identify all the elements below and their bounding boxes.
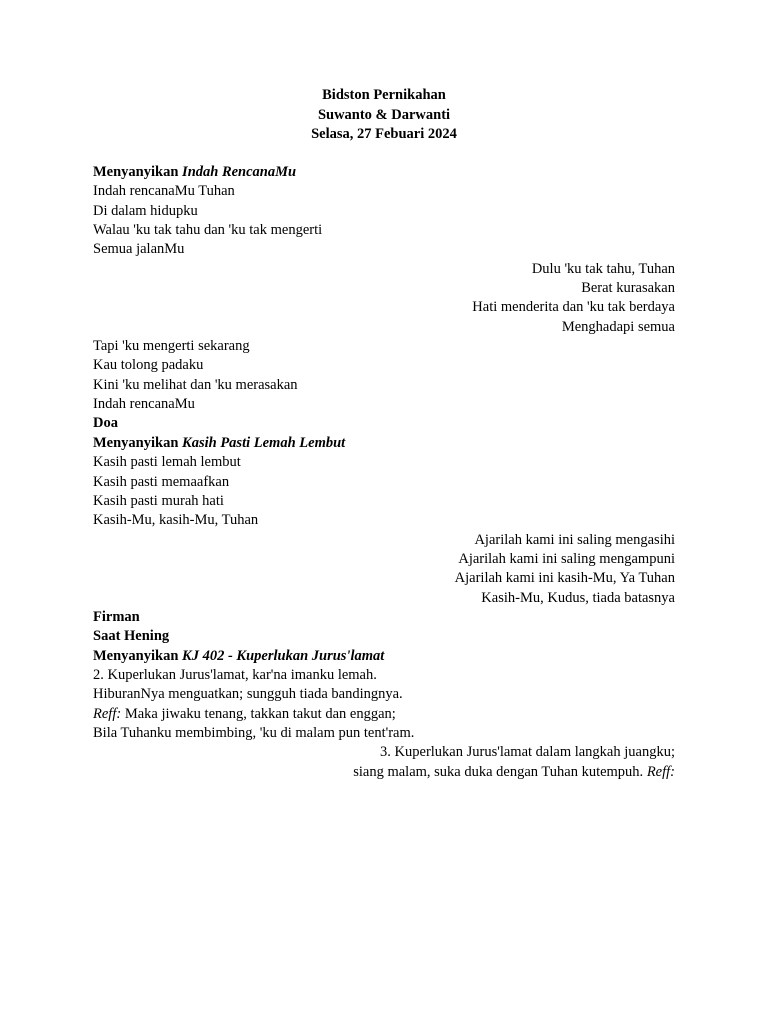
lyric-line: Ajarilah kami ini saling mengampuni — [458, 550, 675, 567]
song1-title: Indah RencanaMu — [182, 164, 297, 180]
lyric-line: 2. Kuperlukan Jurus'lamat, kar'na imanku lemah. — [93, 666, 377, 683]
lyric-line: Ajarilah kami ini saling mengasihi — [474, 531, 675, 548]
lyric-line: Dulu 'ku tak tahu, Tuhan — [531, 260, 675, 277]
lyric-line: Kasih pasti memaafkan — [93, 473, 230, 490]
header-couple: Suwanto & Darwanti — [317, 106, 451, 123]
lyric-line: Reff: Maka jiwaku tenang, takkan takut dan enggan; — [93, 705, 396, 722]
song2-title: Kasih Pasti Lemah Lembut — [182, 434, 346, 451]
lyric-line: Di dalam hidupku — [93, 202, 198, 219]
header-title: Bidston Pernikahan — [322, 87, 446, 103]
lyric-line: Kasih-Mu, Kudus, tiada batasnya — [481, 589, 675, 606]
section-saat-hening: Saat Hening — [93, 628, 170, 645]
document-header — [0, 86, 768, 145]
lyric-line: Kasih pasti murah hati — [93, 492, 224, 509]
lyric-line: Indah rencanaMu Tuhan — [93, 183, 235, 200]
song3-title: KJ 402 - Kuperlukan Jurus'lamat — [182, 647, 385, 664]
lyric-line: Kasih pasti lemah lembut — [93, 454, 241, 471]
lyric-line: Kau tolong padaku — [93, 357, 204, 374]
lyric-line: 3. Kuperlukan Jurus'lamat dalam langkah juangku; — [380, 744, 675, 761]
lyric-line: Kini 'ku melihat dan 'ku merasakan — [93, 376, 298, 393]
lyric-line: siang malam, suka duka dengan Tuhan kutempuh. Reff: — [353, 763, 675, 780]
lyric-line: Berat kurasakan — [581, 280, 675, 297]
song3-heading: Menyanyikan KJ 402 - Kuperlukan Jurus'lamat — [93, 647, 385, 664]
section-doa: Doa — [93, 415, 118, 432]
lyric-line: Kasih-Mu, kasih-Mu, Tuhan — [93, 512, 259, 529]
reff-label: Reff: — [93, 705, 122, 722]
liturgy-content — [93, 163, 675, 782]
song1-heading: Menyanyikan Indah RencanaMu — [93, 164, 297, 180]
song2-heading: Menyanyikan Kasih Pasti Lemah Lembut — [93, 434, 346, 451]
lyric-line: Walau 'ku tak tahu dan 'ku tak mengerti — [93, 222, 323, 239]
lyric-line: Hati menderita dan 'ku tak berdaya — [472, 299, 675, 316]
lyric-line: Semua jalanMu — [93, 241, 185, 258]
lyric-line: Bila Tuhanku membimbing, 'ku di malam pun tent'ram. — [93, 724, 415, 741]
header-date: Selasa, 27 Febuari 2024 — [311, 126, 457, 142]
lyric-line: Menghadapi semua — [561, 318, 675, 335]
lyric-line: Tapi 'ku mengerti sekarang — [93, 338, 250, 355]
lyric-line: HiburanNya menguatkan; sungguh tiada bandingnya. — [93, 686, 403, 703]
lyric-line: Indah rencanaMu — [93, 396, 195, 413]
lyric-line: Ajarilah kami ini kasih-Mu, Ya Tuhan — [454, 570, 675, 587]
section-firman: Firman — [93, 608, 140, 625]
reff-label: Reff: — [646, 763, 675, 780]
